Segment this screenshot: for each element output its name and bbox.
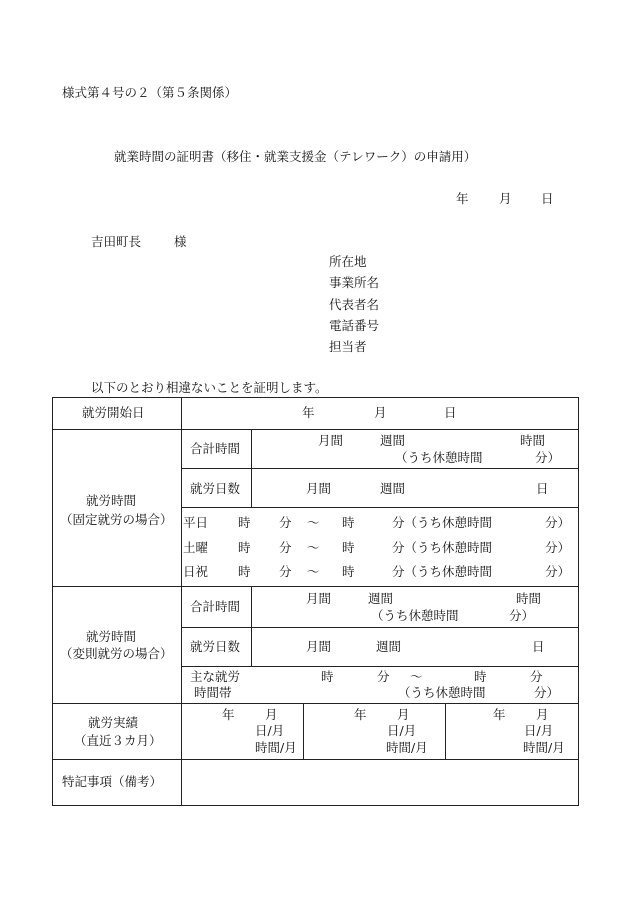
record-days: 日/月 [387, 723, 417, 738]
variable-label-note: （変則就労の場合） [60, 646, 173, 661]
office-label: 事業所名 [329, 275, 380, 290]
end-hour-unit: 時 [342, 515, 355, 530]
variable-days-weekly: 週間 [376, 639, 402, 654]
record-year: 年 [354, 707, 367, 722]
page-title: 就業時間の証明書（移住・就業支援金（テレワーク）の申請用） [114, 149, 477, 164]
variable-total-hours: 時間 [516, 591, 542, 606]
variable-total-weekly: 週間 [368, 591, 394, 606]
variable-main-hours-label: 主な就労 [190, 669, 241, 684]
record-hours: 時間/月 [255, 740, 297, 755]
notes-label: 特記事項（備考） [62, 774, 163, 789]
end-minute-break: 分（うち休憩時間 [392, 540, 493, 555]
variable-days-monthly: 月間 [306, 639, 332, 654]
start-minute-unit: 分 [279, 564, 292, 579]
variable-main-break-min: 分） [534, 685, 560, 700]
start-minute-unit: 分 [279, 515, 292, 530]
contact-person-label: 担当者 [329, 339, 367, 354]
addressee-name: 吉田町長 [91, 234, 142, 249]
start-hour-unit: 時 [238, 540, 251, 555]
record-hours: 時間/月 [386, 740, 428, 755]
range-tilde: ～ [307, 564, 320, 579]
start-date-day: 日 [444, 405, 457, 420]
record-hours: 時間/月 [523, 740, 565, 755]
form-number: 様式第４号の２（第５条関係） [62, 85, 238, 100]
record-month: 月 [397, 707, 410, 722]
record-year: 年 [222, 707, 235, 722]
start-date-month: 月 [374, 405, 387, 420]
record-label: 就労実績 [88, 715, 139, 730]
fixed-total-break-min: 分） [535, 450, 561, 465]
variable-days-label: 就労日数 [190, 639, 241, 654]
variable-main-start-hour: 時 [321, 669, 334, 684]
end-hour-unit: 時 [342, 564, 355, 579]
variable-main-end-minute: 分 [530, 669, 543, 684]
start-hour-unit: 時 [238, 564, 251, 579]
address-label: 所在地 [329, 254, 367, 269]
fixed-label: 就労時間 [86, 493, 137, 508]
phone-label: 電話番号 [329, 318, 380, 333]
break-minute-unit: 分） [545, 540, 571, 555]
day-label: 土曜 [183, 540, 209, 555]
fixed-days-monthly: 月間 [306, 481, 332, 496]
fixed-days-unit: 日 [536, 481, 549, 496]
variable-main-hours-label-2: 時間帯 [194, 685, 232, 700]
record-days: 日/月 [255, 723, 285, 738]
day-label: 日祝 [183, 564, 209, 579]
fixed-total-hours: 時間 [520, 433, 546, 448]
date-month: 月 [499, 191, 512, 206]
start-date-label: 就労開始日 [82, 405, 145, 420]
fixed-label-note: （固定就労の場合） [60, 512, 173, 527]
variable-label: 就労時間 [86, 629, 137, 644]
record-year: 年 [493, 707, 506, 722]
record-label-note: （直近３カ月） [74, 733, 162, 748]
day-label: 平日 [183, 515, 209, 530]
record-days: 日/月 [524, 723, 554, 738]
end-minute-break: 分（うち休憩時間 [392, 564, 493, 579]
range-tilde: ～ [307, 540, 320, 555]
variable-total-break: （うち休憩時間 [371, 608, 459, 623]
break-minute-unit: 分） [545, 515, 571, 530]
end-minute-break: 分（うち休憩時間 [392, 515, 493, 530]
fixed-days-label: 就労日数 [190, 481, 241, 496]
fixed-total-weekly: 週間 [380, 433, 406, 448]
fixed-days-weekly: 週間 [380, 481, 406, 496]
notes-field[interactable] [182, 760, 578, 805]
variable-main-end-hour: 時 [474, 669, 487, 684]
fixed-total-label: 合計時間 [190, 441, 241, 456]
break-minute-unit: 分） [545, 564, 571, 579]
date-year: 年 [456, 191, 469, 206]
variable-main-start-minute: 分 [377, 669, 390, 684]
record-month: 月 [536, 707, 549, 722]
addressee-honorific: 様 [174, 234, 187, 249]
start-minute-unit: 分 [279, 540, 292, 555]
representative-label: 代表者名 [329, 297, 380, 312]
variable-total-break-min: 分） [509, 608, 535, 623]
start-date-year: 年 [302, 405, 315, 420]
variable-total-label: 合計時間 [190, 599, 241, 614]
end-hour-unit: 時 [342, 540, 355, 555]
variable-main-break: （うち休憩時間 [398, 685, 486, 700]
fixed-total-break: （うち休憩時間 [395, 450, 483, 465]
start-hour-unit: 時 [238, 515, 251, 530]
certify-text: 以下のとおり相違ないことを証明します。 [91, 380, 328, 395]
range-tilde: ～ [307, 515, 320, 530]
variable-total-monthly: 月間 [306, 591, 332, 606]
fixed-total-monthly: 月間 [318, 433, 344, 448]
date-day: 日 [541, 191, 554, 206]
variable-days-unit: 日 [532, 639, 545, 654]
record-month: 月 [265, 707, 278, 722]
variable-main-tilde: ～ [410, 669, 423, 684]
